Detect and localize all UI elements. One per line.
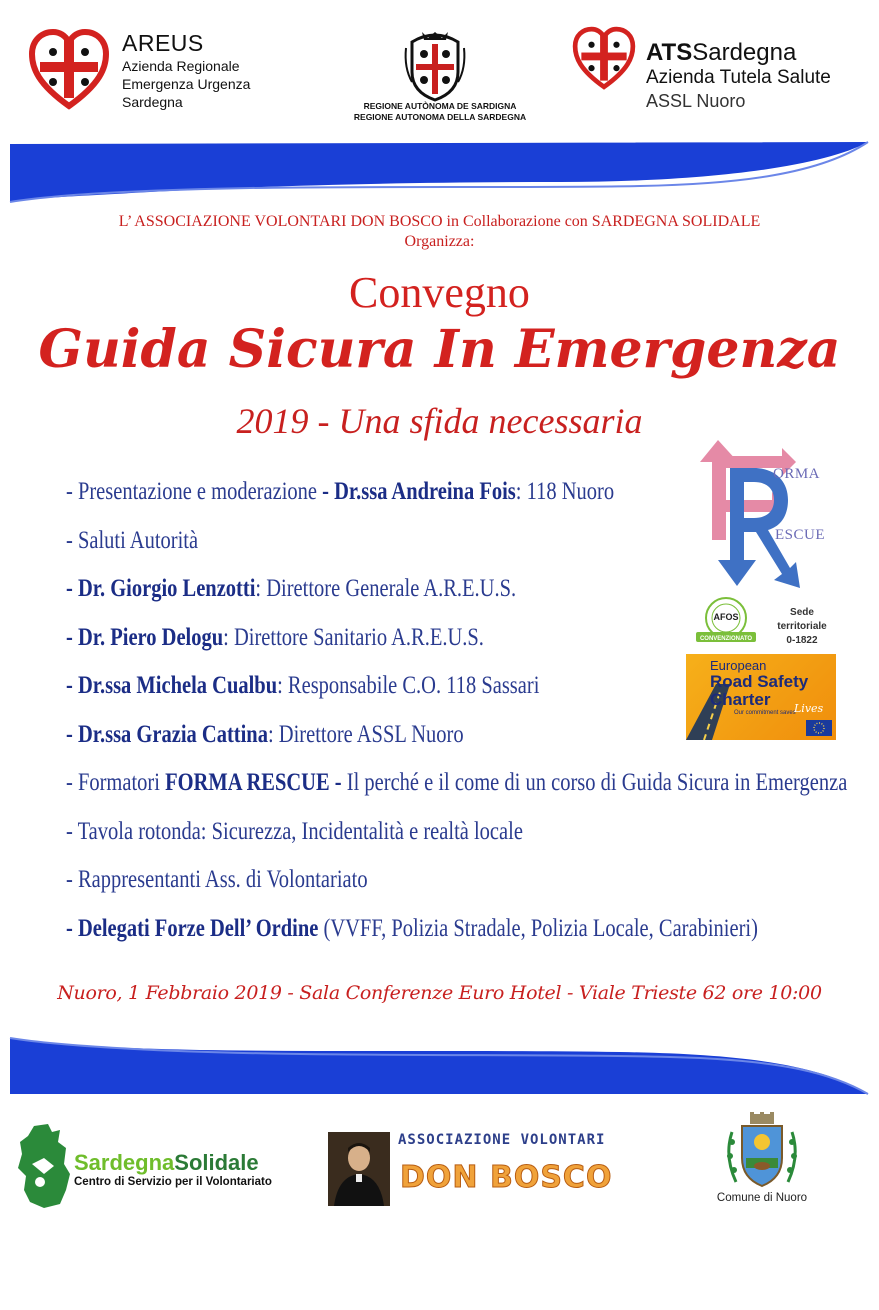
sardegna-solidale-text xyxy=(74,1150,272,1188)
ats-text xyxy=(646,40,831,112)
areus-logo xyxy=(28,28,110,110)
comune-nuoro-crest-icon xyxy=(722,1112,802,1192)
agenda-speaker: - Dr.ssa Andreina Fois xyxy=(322,478,516,505)
ats-logo xyxy=(572,26,636,90)
charter-line-3: Charter xyxy=(710,690,771,709)
charter-line-1: European xyxy=(710,658,767,673)
sede-code: 0-1822 xyxy=(786,635,818,646)
afos-badge-text: CONVENZIONATO xyxy=(699,636,753,642)
bottom-wave-banner xyxy=(0,1034,879,1098)
ats-subtitle-2: ASSL Nuoro xyxy=(646,91,746,111)
agenda-role: : Direttore Generale A.R.E.U.S. xyxy=(255,575,517,602)
agenda-speaker: - Dr.ssa Grazia Cattina xyxy=(66,720,268,748)
forma-rescue-logo xyxy=(696,440,832,590)
ats-title xyxy=(646,40,831,66)
event-type: Convegno xyxy=(349,268,530,317)
agenda-speaker: - Delegati Forze Dell’ Ordine xyxy=(66,914,319,942)
regione-sardegna-text xyxy=(330,101,550,123)
event-subtitle: 2019 - Una sfida necessaria xyxy=(236,401,643,441)
regione-line-2: REGIONE AUTONOMA DELLA SARDEGNA xyxy=(353,112,527,122)
agenda-role: : Direttore Sanitario A.R.E.U.S. xyxy=(223,623,484,651)
agenda-role: : 118 Nuoro xyxy=(515,478,615,505)
organizer-organizza: Organizza: xyxy=(404,233,475,250)
agenda-prefix: - Tavola rotonda: Sicurezza, Incidentalità e realtà locale xyxy=(66,817,523,845)
areus-subtitle-2: Emergenza Urgenza xyxy=(122,76,251,92)
charter-lives: Lives xyxy=(794,702,824,715)
agenda-role: Il perché e il come di un corso di Guida Sicura in Emergenza xyxy=(341,769,848,796)
charter-line-2: Road Safety xyxy=(710,672,809,691)
eu-flag-icon xyxy=(806,720,832,736)
sede-label: Sede territoriale xyxy=(777,607,827,632)
don-bosco-association: ASSOCIAZIONE VOLONTARI xyxy=(398,1132,606,1148)
agenda-role: (VVFF, Polizia Stradale, Polizia Locale, Carabinieri) xyxy=(318,914,758,942)
agenda-item xyxy=(66,905,878,954)
ss-title-b: Solidale xyxy=(174,1150,259,1175)
charter-foot: Our commitment saves xyxy=(734,710,796,716)
organizer-line: L’ ASSOCIAZIONE VOLONTARI DON BOSCO in Collaborazione con SARDEGNA SOLIDALE xyxy=(118,213,761,230)
areus-text xyxy=(122,30,250,111)
don-bosco-portrait xyxy=(328,1132,390,1206)
agenda-speaker: FORMA RESCUE - xyxy=(165,769,342,796)
agenda-prefix: - Saluti Autorità xyxy=(66,526,199,554)
ats-title-bold: ATS xyxy=(646,39,693,66)
agenda-item xyxy=(66,759,878,808)
afos-badge-icon xyxy=(686,596,766,644)
afos-label: AFOS xyxy=(713,612,739,622)
sardegna-solidale-subtitle: Centro di Servizio per il Volontariato xyxy=(74,1176,272,1188)
rescue-text: ESCUE xyxy=(775,527,826,543)
agenda-item xyxy=(66,856,878,905)
agenda-prefix: - Presentazione e moderazione xyxy=(66,478,323,505)
agenda-item xyxy=(66,808,878,857)
areus-subtitle-3: Sardegna xyxy=(122,94,183,110)
areus-title: AREUS xyxy=(122,30,204,56)
forma-text: ORMA xyxy=(773,466,821,482)
comune-nuoro-label: Comune di Nuoro xyxy=(716,1192,808,1204)
organizer-intro xyxy=(0,212,879,252)
event-details: Nuoro, 1 Febbraio 2019 - Sala Conferenze Euro Hotel - Viale Trieste 62 ore 10:00 xyxy=(57,982,822,1004)
regione-sardegna-crest-icon xyxy=(402,28,468,102)
agenda-speaker: - Dr.ssa Michela Cualbu xyxy=(66,672,278,699)
road-safety-charter-logo xyxy=(686,654,836,740)
ats-title-rest: Sardegna xyxy=(692,39,797,66)
top-wave-banner xyxy=(0,138,879,204)
agenda-role: : Direttore ASSL Nuoro xyxy=(267,720,464,748)
ss-title-a: Sardegna xyxy=(74,1150,175,1175)
sardegna-solidale-title xyxy=(74,1150,272,1176)
agenda-role: : Responsabile C.O. 118 Sassari xyxy=(277,672,540,699)
agenda-speaker: - Dr. Giorgio Lenzotti xyxy=(66,575,256,602)
agenda-speaker: - Dr. Piero Delogu xyxy=(66,623,224,651)
sede-territoriale xyxy=(766,606,838,648)
don-bosco-title: DON BOSCO xyxy=(400,1160,613,1195)
ats-subtitle: Azienda Tutela Salute xyxy=(646,67,831,88)
agenda-prefix: - Rappresentanti Ass. di Volontariato xyxy=(66,866,368,893)
regione-line-1: REGIONE AUTÒNOMA DE SARDIGNA xyxy=(363,101,517,111)
event-title: Guida Sicura In Emergenza xyxy=(38,319,841,380)
agenda-prefix: - Formatori xyxy=(66,769,166,796)
areus-subtitle-1: Azienda Regionale xyxy=(122,58,240,74)
sardegna-solidale-logo xyxy=(14,1124,72,1208)
